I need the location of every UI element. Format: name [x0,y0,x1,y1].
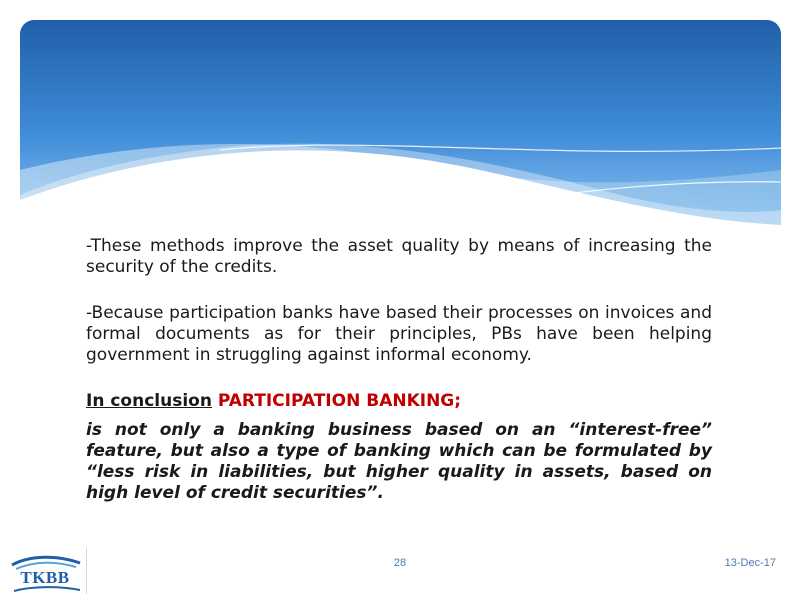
footer-divider [86,548,87,594]
paragraph-asset-quality: -These methods improve the asset quality by means of increasing the security of the credits. [86,236,712,277]
conclusion-body: is not only a banking business based on an “interest-free” feature, but also a type of banking which can be formulated by “less risk in liabilities, but higher quality in assets, based on high level of credit securities”. [86,420,712,503]
header-banner [20,20,781,225]
conclusion-punctuation: ; [454,391,462,411]
page-number: 28 [393,557,407,569]
tkbb-logo-text: TKBB [20,568,70,587]
slide-content [86,236,712,504]
conclusion-heading [86,391,712,412]
slide-date: 13-Dec-17 [724,557,776,569]
wave-decoration [20,20,781,225]
conclusion-highlight: PARTICIPATION BANKING [217,391,455,411]
conclusion-label: In conclusion [86,391,212,411]
paragraph-informal-economy: -Because participation banks have based their processes on invoices and formal documents as for their principles, PBs have been helping government in struggling against informal economy. [86,303,712,365]
